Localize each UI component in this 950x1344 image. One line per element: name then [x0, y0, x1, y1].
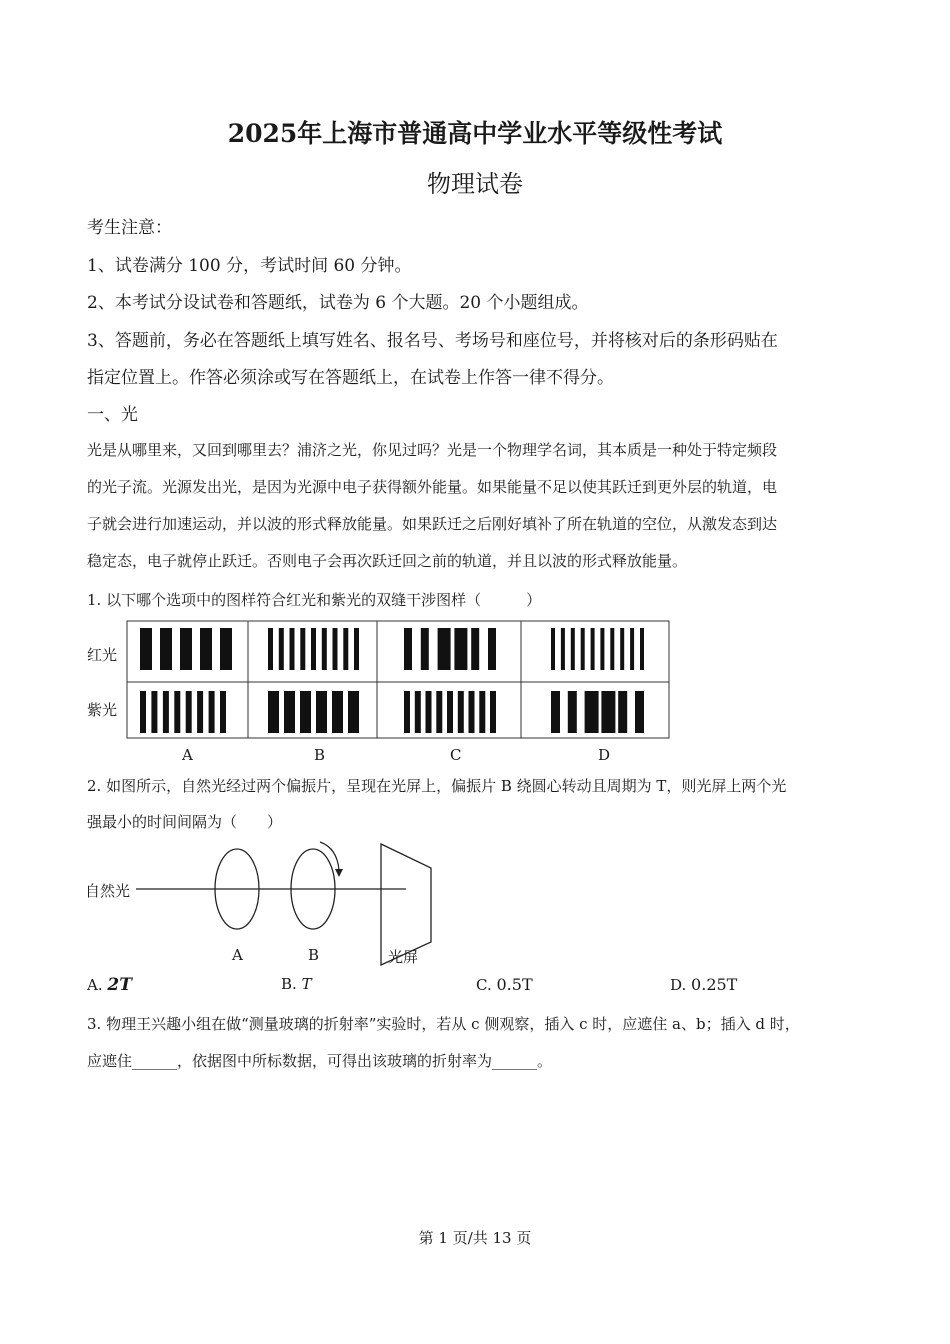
intro-line: 光是从哪里来，又回到哪里去？浦济之光，你见过吗？光是一个物理学名词，其本质是一种处于特定频段 [87, 441, 778, 459]
fringe-bar [332, 691, 343, 733]
fringe-bar [354, 628, 359, 670]
question-2-stem-cont: 强最小的时间间隔为（ ） [87, 813, 283, 831]
interference-pattern-table [126, 620, 671, 740]
polarizer-a-label: A [232, 946, 243, 964]
fringe-bar [490, 691, 496, 733]
screen-label: 光屏 [388, 948, 419, 966]
fringe-bar [186, 691, 192, 733]
fringe-bar [635, 691, 644, 733]
fringe-bar [436, 691, 442, 733]
fringe-bar [279, 628, 284, 670]
fringe-bar [469, 691, 475, 733]
fringe-bar [316, 691, 327, 733]
choice-a: A. 2T [87, 975, 132, 995]
notice-item: 指定位置上。作答必须涂或写在答题纸上，在试卷上作答一律不得分。 [87, 368, 614, 388]
fringe-bar [600, 628, 604, 670]
fringe-bar [180, 628, 192, 670]
option-label-c: C [450, 746, 462, 764]
fringe-bar [488, 628, 496, 670]
fringe-bar [585, 691, 599, 733]
row-label-violet: 紫光 [87, 701, 118, 719]
choice-d: D. 0.25T [670, 975, 738, 994]
natural-light-label: 自然光 [85, 882, 131, 900]
fringe-bar [160, 628, 172, 670]
fringe-bar [551, 691, 560, 733]
question-3-stem: 3. 物理王兴趣小组在做“测量玻璃的折射率”实验时，若从 c 侧观察，插入 c 时，应遮住 a、b；插入 d 时， [87, 1015, 800, 1033]
fringe-bar [209, 691, 215, 733]
fringe-bar [458, 691, 464, 733]
fringe-bar [454, 628, 467, 670]
fringe-bar [618, 691, 627, 733]
notice-item: 1、试卷满分 100 分，考试时间 60 分钟。 [87, 256, 412, 276]
fringe-bar [163, 691, 169, 733]
fringe-bar [322, 628, 327, 670]
fringe-bar [300, 691, 311, 733]
rotation-arrow-icon [320, 842, 339, 870]
fringe-bar [290, 628, 295, 670]
fringe-bar [300, 628, 305, 670]
fringe-bar [561, 628, 565, 670]
fringe-bar [447, 691, 453, 733]
fringe-bar [348, 691, 359, 733]
exam-title: 2025年上海市普通高中学业水平等级性考试 [227, 119, 723, 148]
fringe-bar [571, 628, 575, 670]
fringe-bar [568, 691, 577, 733]
section-heading: 一、光 [87, 405, 138, 425]
fringe-bar [591, 628, 595, 670]
fringe-bar [284, 691, 295, 733]
row-label-red: 红光 [87, 646, 118, 664]
page-footer: 第 1 页/共 13 页 [418, 1229, 532, 1247]
fringe-bar [404, 691, 410, 733]
fringe-bar [140, 691, 146, 733]
fringe-bar [630, 628, 634, 670]
intro-line: 的光子流。光源发出光，是因为光源中电子获得额外能量。如果能量不足以使其跃迁到更外层的轨道，电 [87, 478, 778, 496]
fringe-bar [426, 691, 432, 733]
fringe-bar [421, 628, 429, 670]
polarizer-b-label: B [308, 946, 320, 964]
fringe-bar [640, 628, 644, 670]
fringe-bar [415, 691, 421, 733]
fringe-bar [581, 628, 585, 670]
fringe-bar [200, 628, 212, 670]
choice-b: B. T [281, 975, 312, 993]
question-2-stem: 2. 如图所示，自然光经过两个偏振片，呈现在光屏上，偏振片 B 绕圆心转动且周期为 T，则光屏上两个光 [87, 777, 787, 795]
notice-heading: 考生注意： [87, 218, 172, 238]
fringe-bar [140, 628, 152, 670]
intro-line: 子就会进行加速运动，并以波的形式释放能量。如果跃迁之后刚好填补了所在轨道的空位，从激发态到达 [87, 515, 778, 533]
fringe-bar [220, 691, 226, 733]
fringe-bar [268, 691, 279, 733]
choice-c: C. 0.5T [476, 975, 533, 994]
fringe-bar [333, 628, 338, 670]
question-3-stem-cont: 应遮住______，依据图中所标数据，可得出该玻璃的折射率为______。 [87, 1052, 553, 1070]
fringe-bar [174, 691, 180, 733]
fringe-bar [620, 628, 624, 670]
fringe-bar [311, 628, 316, 670]
fringe-bar [601, 691, 615, 733]
fringe-bar [471, 628, 479, 670]
fringe-bar [551, 628, 555, 670]
fringe-bar [404, 628, 412, 670]
fringe-bar [343, 628, 348, 670]
fringe-bar [220, 628, 232, 670]
option-label-d: D [598, 746, 611, 764]
fringe-bar [197, 691, 203, 733]
question-1-stem: 1. 以下哪个选项中的图样符合红光和紫光的双缝干涉图样（ ） [87, 591, 542, 609]
fringe-bar [438, 628, 451, 670]
notice-item: 3、答题前，务必在答题纸上填写姓名、报名号、考场号和座位号，并将核对后的条形码贴在 [87, 331, 778, 351]
intro-line: 稳定态，电子就停止跃迁。否则电子会再次跃迁回之前的轨道，并且以波的形式释放能量。 [87, 552, 688, 570]
fringe-bar [268, 628, 273, 670]
notice-item: 2、本考试分设试卷和答题纸，试卷为 6 个大题。20 个小题组成。 [87, 293, 589, 313]
option-label-a: A [182, 746, 193, 764]
option-label-b: B [314, 746, 326, 764]
exam-subtitle: 物理试卷 [427, 170, 523, 198]
fringe-bar [610, 628, 614, 670]
fringe-bar [151, 691, 157, 733]
fringe-bar [479, 691, 485, 733]
